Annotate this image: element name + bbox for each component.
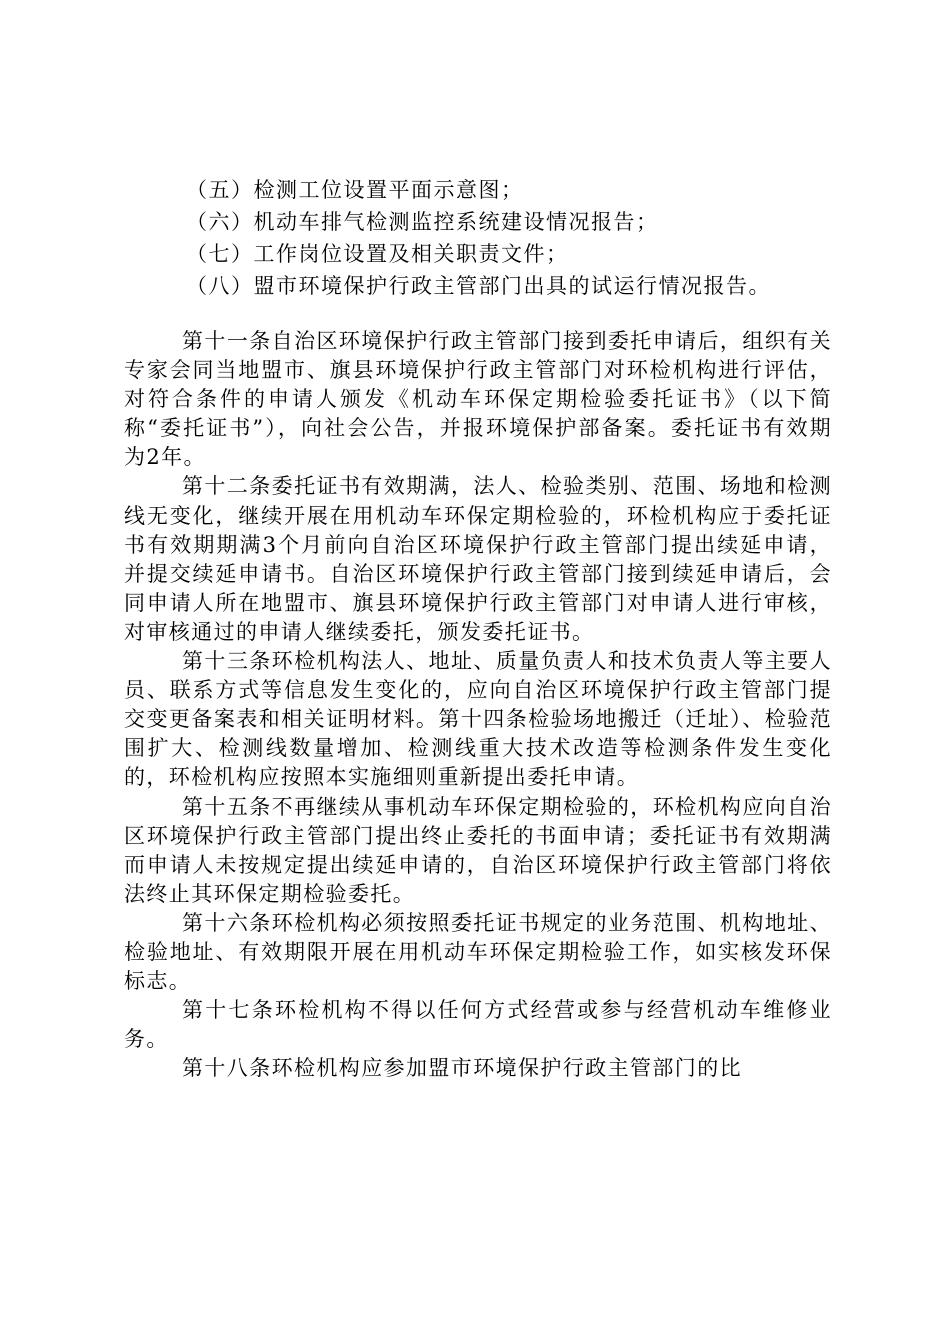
list-item: （七）工作岗位设置及相关职责文件；	[186, 242, 569, 266]
article-18-paragraph: 第十八条环检机构应参加盟市环境保护行政主管部门的比	[182, 1056, 742, 1081]
article-12-paragraph: 第十二条委托证书有效期满，法人、检验类别、范围、场地和检测线无变化，继续开展在用机动车环保定期检验的，环检机构应于委托证书有效期期满3个月前向自治区环境保护行政主管部门提出续延申请，并提交续延申请书。自治区环境保护行政主管部门接到续延申请后，会同申请人所在地盟市、旗县环境保护行政主管部门对申请人进行审核，对审核通过的申请人继续委托，颁发委托证书。	[124, 474, 832, 644]
article-11-paragraph: 第十一条自治区环境保护行政主管部门接到委托申请后，组织有关专家会同当地盟市、旗县环境保护行政主管部门对环检机构进行评估，对符合条件的申请人颁发《机动车环保定期检验委托证书》（以下简称“委托证书”），向社会公告，并报环境保护部备案。委托证书有效期为2年。	[124, 329, 832, 470]
required-materials-list	[186, 174, 906, 302]
article-13-14-paragraph: 第十三条环检机构法人、地址、质量负责人和技术负责人等主要人员、联系方式等信息发生变化的，应向自治区环境保护行政主管部门提交变更备案表和相关证明材料。第十四条检验场地搬迁（迁址）、检验范围扩大、检测线数量增加、检测线重大技术改造等检测条件发生变化的，环检机构应按照本实施细则重新提出委托申请。	[124, 649, 832, 790]
list-item: （六）机动车排气检测监控系统建设情况报告；	[186, 210, 659, 234]
document-body	[124, 327, 832, 1083]
list-item: （八）盟市环境保护行政主管部门出具的试运行情况报告。	[186, 274, 771, 298]
article-16-paragraph: 第十六条环检机构必须按照委托证书规定的业务范围、机构地址、检验地址、有效期限开展在用机动车环保定期检验工作，如实核发环保标志。	[124, 910, 832, 994]
list-item: （五）检测工位设置平面示意图；	[186, 178, 524, 202]
article-17-paragraph: 第十七条环检机构不得以任何方式经营或参与经营机动车维修业务。	[124, 998, 832, 1052]
article-15-paragraph: 第十五条不再继续从事机动车环保定期检验的，环检机构应向自治区环境保护行政主管部门提出终止委托的书面申请；委托证书有效期满而申请人未按规定提出续延申请的，自治区环境保护行政主管部门将依法终止其环保定期检验委托。	[124, 794, 832, 906]
